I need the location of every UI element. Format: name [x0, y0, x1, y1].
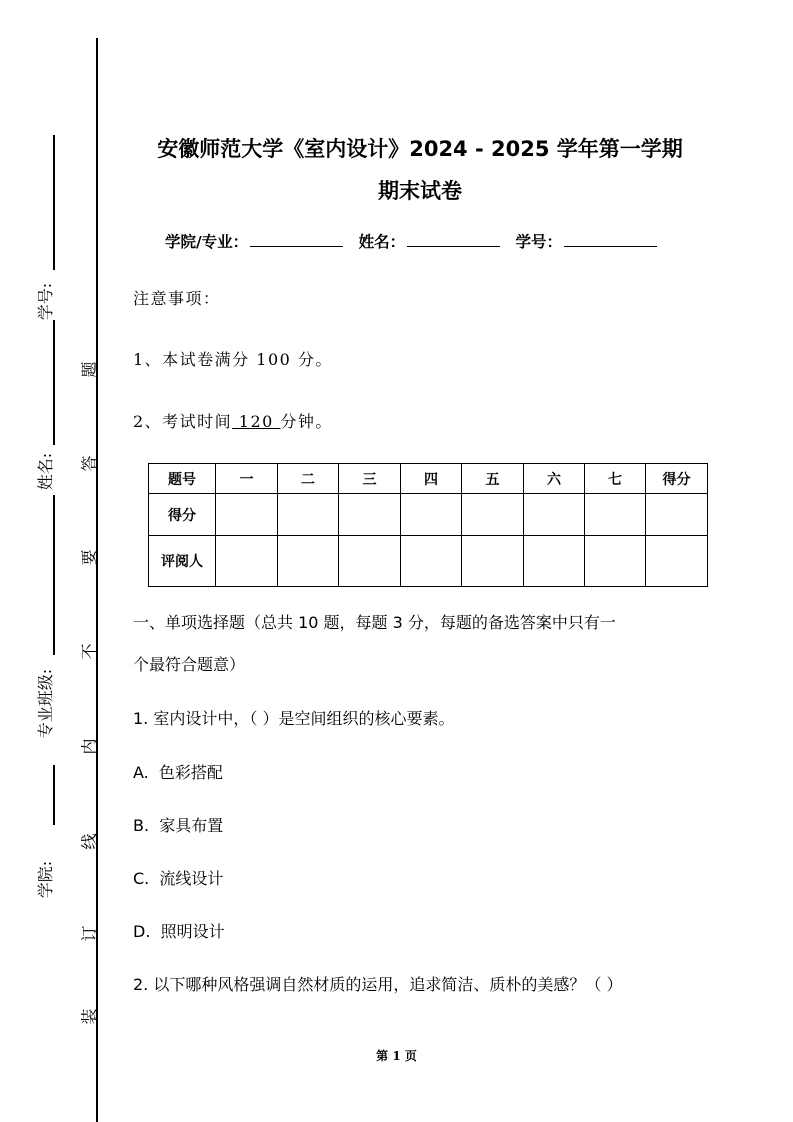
- page-number: 第 1 页: [376, 1049, 417, 1063]
- score-cell[interactable]: [646, 494, 708, 536]
- score-table: [148, 463, 708, 587]
- score-cell[interactable]: [462, 494, 524, 536]
- seal-char: 订: [79, 925, 99, 942]
- grader-cell[interactable]: [462, 536, 524, 587]
- question-2: 2. 以下哪种风格强调自然材质的运用，追求简洁、质朴的美感？（ ）: [133, 975, 623, 994]
- grader-cell[interactable]: [585, 536, 646, 587]
- note-item-2: [133, 409, 333, 432]
- margin-college-label: 学院:: [36, 860, 56, 899]
- margin-name-label: 姓名:: [36, 452, 56, 491]
- score-cell[interactable]: [216, 494, 278, 536]
- grader-cell[interactable]: [216, 536, 278, 587]
- name-blank[interactable]: [407, 232, 500, 247]
- table-header-cell: 一: [216, 464, 278, 494]
- table-header-row: [149, 464, 708, 494]
- grader-cell[interactable]: [278, 536, 339, 587]
- college-blank-line: [53, 765, 55, 825]
- margin-class-label: 专业班级:: [36, 668, 56, 739]
- id-label: 学号：: [515, 233, 563, 251]
- seal-char: 要: [79, 549, 99, 566]
- grader-cell[interactable]: [401, 536, 462, 587]
- seal-char: 内: [79, 738, 99, 755]
- section-heading: 一、单项选择题（总共 10 题，每题 3 分，每题的备选答案中只有一: [133, 613, 616, 632]
- question-1: 1. 室内设计中，（ ）是空间组织的核心要素。: [133, 709, 455, 728]
- section-heading-cont: 个最符合题意）: [133, 655, 246, 674]
- seal-char: 题: [79, 361, 99, 378]
- exam-title: 安徽师范大学《室内设计》2024 - 2025 学年第一学期: [157, 137, 683, 161]
- table-row: [149, 536, 708, 587]
- table-header-cell: 题号: [149, 464, 216, 494]
- score-cell[interactable]: [524, 494, 585, 536]
- score-cell[interactable]: [401, 494, 462, 536]
- college-label: 学院/专业：: [165, 233, 249, 251]
- grader-cell[interactable]: [524, 536, 585, 587]
- option-a[interactable]: A. 色彩搭配: [133, 763, 223, 782]
- grader-cell[interactable]: [339, 536, 401, 587]
- table-header-cell: 六: [524, 464, 585, 494]
- name-label: 姓名：: [358, 233, 406, 251]
- option-b[interactable]: B. 家具布置: [133, 816, 224, 835]
- id-blank[interactable]: [564, 232, 657, 247]
- notes-heading: 注意事项：: [133, 289, 221, 308]
- score-cell[interactable]: [339, 494, 401, 536]
- table-header-cell: 四: [401, 464, 462, 494]
- table-header-cell: 二: [278, 464, 339, 494]
- binding-line: [96, 38, 98, 1122]
- score-cell[interactable]: [278, 494, 339, 536]
- option-c[interactable]: C. 流线设计: [133, 869, 224, 888]
- seal-char: 答: [79, 455, 99, 472]
- table-row: [149, 494, 708, 536]
- exam-subtitle: 期末试卷: [378, 179, 462, 203]
- exam-duration: 120: [232, 412, 281, 431]
- table-header-cell: 五: [462, 464, 524, 494]
- seal-char: 不: [79, 643, 99, 660]
- grader-cell[interactable]: [646, 536, 708, 587]
- seal-char: 线: [79, 833, 99, 850]
- id-blank-line: [53, 135, 55, 270]
- row-label: 评阅人: [149, 536, 216, 587]
- score-cell[interactable]: [585, 494, 646, 536]
- seal-char: 装: [79, 1008, 99, 1025]
- table-header-cell: 得分: [646, 464, 708, 494]
- row-label: 得分: [149, 494, 216, 536]
- class-blank-line: [53, 495, 55, 655]
- name-blank-line: [53, 320, 55, 445]
- note-text: 分钟。: [280, 412, 333, 431]
- note-text: 2、考试时间: [133, 412, 233, 431]
- table-header-cell: 七: [585, 464, 646, 494]
- college-blank[interactable]: [250, 232, 343, 247]
- note-item-1: 1、本试卷满分 100 分。: [133, 350, 333, 369]
- option-d[interactable]: D. 照明设计: [133, 922, 225, 941]
- margin-id-label: 学号:: [36, 282, 56, 321]
- student-info: [165, 230, 667, 252]
- table-header-cell: 三: [339, 464, 401, 494]
